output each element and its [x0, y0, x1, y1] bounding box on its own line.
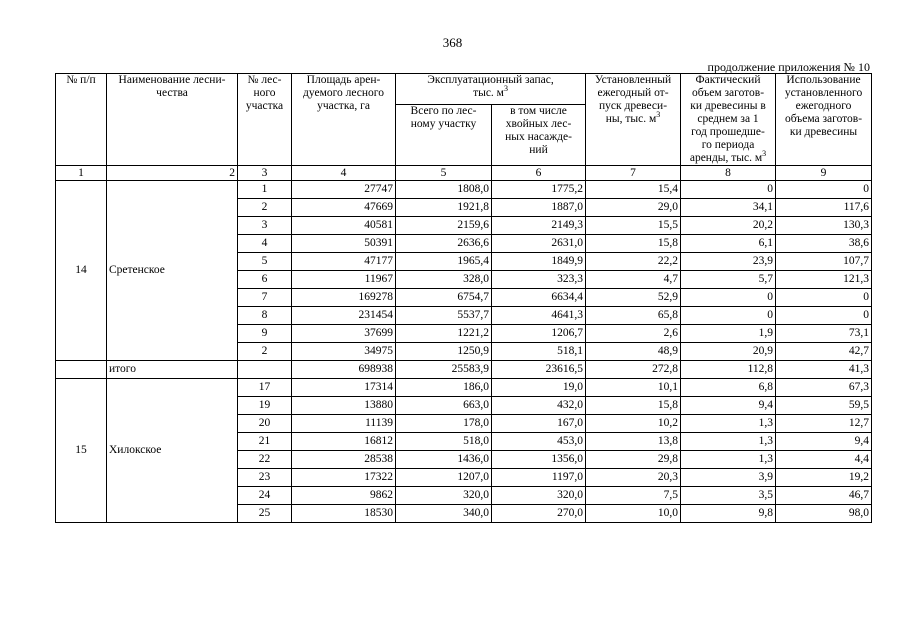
value-cell: 518,1 — [492, 343, 586, 361]
value-cell: 231454 — [292, 307, 396, 325]
value-cell: 0 — [681, 181, 776, 199]
value-cell: 15,4 — [586, 181, 681, 199]
value-cell: 320,0 — [492, 487, 586, 505]
value-cell: 178,0 — [396, 415, 492, 433]
total-value-cell: 41,3 — [776, 361, 872, 379]
total-empty-cell — [56, 361, 107, 379]
value-cell: 1808,0 — [396, 181, 492, 199]
header-actual-harvest: Фактический объем заготов- ки древесины в среднем за 1 год прошедше- го периода аренды, тыс. $м^3$ — [681, 74, 776, 166]
value-cell: 7,5 — [586, 487, 681, 505]
value-cell: 432,0 — [492, 397, 586, 415]
column-number: 2 — [107, 166, 238, 181]
value-cell: 34,1 — [681, 199, 776, 217]
value-cell: 169278 — [292, 289, 396, 307]
value-cell: 6,8 — [681, 379, 776, 397]
plot-number-cell: 1 — [238, 181, 292, 199]
value-cell: 59,5 — [776, 397, 872, 415]
value-cell: 1775,2 — [492, 181, 586, 199]
column-number: 7 — [586, 166, 681, 181]
value-cell: 0 — [776, 289, 872, 307]
value-cell: 34975 — [292, 343, 396, 361]
value-cell: 270,0 — [492, 505, 586, 523]
table-row — [56, 379, 872, 397]
value-cell: 22,2 — [586, 253, 681, 271]
plot-number-cell: 2 — [238, 343, 292, 361]
value-cell: 1221,2 — [396, 325, 492, 343]
forestry-number: 15 — [56, 379, 107, 523]
value-cell: 10,2 — [586, 415, 681, 433]
value-cell: 320,0 — [396, 487, 492, 505]
value-cell: 11967 — [292, 271, 396, 289]
value-cell: 65,8 — [586, 307, 681, 325]
value-cell: 19,2 — [776, 469, 872, 487]
page-number: 368 — [442, 35, 463, 50]
forestry-name: Хилокское — [107, 379, 238, 523]
plot-number-cell: 6 — [238, 271, 292, 289]
value-cell: 107,7 — [776, 253, 872, 271]
value-cell: 1197,0 — [492, 469, 586, 487]
value-cell: 10,0 — [586, 505, 681, 523]
value-cell: 1921,8 — [396, 199, 492, 217]
value-cell: 11139 — [292, 415, 396, 433]
value-cell: 47177 — [292, 253, 396, 271]
value-cell: 1207,0 — [396, 469, 492, 487]
plot-number-cell: 24 — [238, 487, 292, 505]
column-number-row — [56, 166, 872, 181]
value-cell: 2636,6 — [396, 235, 492, 253]
value-cell: 663,0 — [396, 397, 492, 415]
value-cell: 1,3 — [681, 415, 776, 433]
header-col-no: № п/п — [56, 74, 107, 166]
plot-number-cell: 4 — [238, 235, 292, 253]
column-number: 5 — [396, 166, 492, 181]
value-cell: 2149,3 — [492, 217, 586, 235]
value-cell: 19,0 — [492, 379, 586, 397]
value-cell: 42,7 — [776, 343, 872, 361]
value-cell: 38,6 — [776, 235, 872, 253]
value-cell: 17314 — [292, 379, 396, 397]
value-cell: 29,8 — [586, 451, 681, 469]
column-number: 4 — [292, 166, 396, 181]
total-value-cell: 25583,9 — [396, 361, 492, 379]
plot-number-cell: 20 — [238, 415, 292, 433]
value-cell: 4,4 — [776, 451, 872, 469]
value-cell: 20,3 — [586, 469, 681, 487]
column-number: 8 — [681, 166, 776, 181]
value-cell: 52,9 — [586, 289, 681, 307]
total-value-cell: 23616,5 — [492, 361, 586, 379]
plot-number-cell: 19 — [238, 397, 292, 415]
header-plot-number: № лес- ного участка — [238, 74, 292, 166]
value-cell: 5537,7 — [396, 307, 492, 325]
plot-number-cell: 23 — [238, 469, 292, 487]
value-cell: 2631,0 — [492, 235, 586, 253]
value-cell: 1887,0 — [492, 199, 586, 217]
value-cell: 1206,7 — [492, 325, 586, 343]
header-leased-area: Площадь арен- дуемого лесного участка, га — [292, 74, 396, 166]
table-body — [56, 181, 872, 523]
value-cell: 1,3 — [681, 451, 776, 469]
value-cell: 18530 — [292, 505, 396, 523]
value-cell: 1,3 — [681, 433, 776, 451]
header-annual-allowable-cut: Установленный ежегодный от- пуск древеси- ны, тыс. $м^3$ — [586, 74, 681, 166]
plot-number-cell: 9 — [238, 325, 292, 343]
value-cell: 1436,0 — [396, 451, 492, 469]
header-usage-of-cut: Использование установленного ежегодного объема заготов- ки древесины — [776, 74, 872, 166]
value-cell: 15,8 — [586, 397, 681, 415]
value-cell: 13,8 — [586, 433, 681, 451]
value-cell: 16812 — [292, 433, 396, 451]
value-cell: 2159,6 — [396, 217, 492, 235]
value-cell: 5,7 — [681, 271, 776, 289]
value-cell: 46,7 — [776, 487, 872, 505]
header-stock-coniferous: в том числе хвойных лес- ных насажде- ний — [492, 105, 586, 166]
value-cell: 1,9 — [681, 325, 776, 343]
value-cell: 0 — [776, 307, 872, 325]
value-cell: 6754,7 — [396, 289, 492, 307]
total-value-cell: 112,8 — [681, 361, 776, 379]
value-cell: 130,3 — [776, 217, 872, 235]
total-label: итого — [107, 361, 238, 379]
value-cell: 17322 — [292, 469, 396, 487]
value-cell: 121,3 — [776, 271, 872, 289]
plot-number-cell: 8 — [238, 307, 292, 325]
appendix-continuation-note: продолжение приложения № 10 — [707, 60, 870, 74]
value-cell: 167,0 — [492, 415, 586, 433]
value-cell: 73,1 — [776, 325, 872, 343]
value-cell: 20,9 — [681, 343, 776, 361]
value-cell: 1356,0 — [492, 451, 586, 469]
column-number: 9 — [776, 166, 872, 181]
value-cell: 40581 — [292, 217, 396, 235]
total-empty-cell — [238, 361, 292, 379]
value-cell: 6,1 — [681, 235, 776, 253]
value-cell: 3,9 — [681, 469, 776, 487]
value-cell: 23,9 — [681, 253, 776, 271]
value-cell: 67,3 — [776, 379, 872, 397]
column-number: 6 — [492, 166, 586, 181]
total-value-cell: 698938 — [292, 361, 396, 379]
plot-number-cell: 2 — [238, 199, 292, 217]
column-number: 1 — [56, 166, 107, 181]
value-cell: 518,0 — [396, 433, 492, 451]
value-cell: 29,0 — [586, 199, 681, 217]
value-cell: 6634,4 — [492, 289, 586, 307]
value-cell: 9,4 — [776, 433, 872, 451]
value-cell: 47669 — [292, 199, 396, 217]
value-cell: 0 — [776, 181, 872, 199]
value-cell: 48,9 — [586, 343, 681, 361]
value-cell: 4641,3 — [492, 307, 586, 325]
forestry-number: 14 — [56, 181, 107, 361]
forestry-name: Сретенское — [107, 181, 238, 361]
value-cell: 27747 — [292, 181, 396, 199]
value-cell: 15,8 — [586, 235, 681, 253]
value-cell: 12,7 — [776, 415, 872, 433]
plot-number-cell: 5 — [238, 253, 292, 271]
value-cell: 1965,4 — [396, 253, 492, 271]
value-cell: 15,5 — [586, 217, 681, 235]
forestry-lease-table — [55, 73, 872, 523]
value-cell: 323,3 — [492, 271, 586, 289]
header-operational-stock: Эксплуатационный запас, тыс. $м^3$ — [396, 74, 586, 105]
value-cell: 340,0 — [396, 505, 492, 523]
plot-number-cell: 21 — [238, 433, 292, 451]
value-cell: 186,0 — [396, 379, 492, 397]
value-cell: 117,6 — [776, 199, 872, 217]
total-row — [56, 361, 872, 379]
value-cell: 2,6 — [586, 325, 681, 343]
value-cell: 3,5 — [681, 487, 776, 505]
total-value-cell: 272,8 — [586, 361, 681, 379]
value-cell: 1849,9 — [492, 253, 586, 271]
value-cell: 10,1 — [586, 379, 681, 397]
plot-number-cell: 7 — [238, 289, 292, 307]
value-cell: 0 — [681, 307, 776, 325]
plot-number-cell: 22 — [238, 451, 292, 469]
value-cell: 9862 — [292, 487, 396, 505]
value-cell: 9,4 — [681, 397, 776, 415]
table-row — [56, 181, 872, 199]
value-cell: 98,0 — [776, 505, 872, 523]
value-cell: 0 — [681, 289, 776, 307]
value-cell: 1250,9 — [396, 343, 492, 361]
value-cell: 20,2 — [681, 217, 776, 235]
value-cell: 4,7 — [586, 271, 681, 289]
header-forestry-name: Наименование лесни- чества — [107, 74, 238, 166]
header-stock-total: Всего по лес- ному участку — [396, 105, 492, 166]
value-cell: 28538 — [292, 451, 396, 469]
value-cell: 37699 — [292, 325, 396, 343]
value-cell: 9,8 — [681, 505, 776, 523]
plot-number-cell: 3 — [238, 217, 292, 235]
value-cell: 453,0 — [492, 433, 586, 451]
plot-number-cell: 25 — [238, 505, 292, 523]
plot-number-cell: 17 — [238, 379, 292, 397]
value-cell: 13880 — [292, 397, 396, 415]
column-number: 3 — [238, 166, 292, 181]
value-cell: 50391 — [292, 235, 396, 253]
value-cell: 328,0 — [396, 271, 492, 289]
